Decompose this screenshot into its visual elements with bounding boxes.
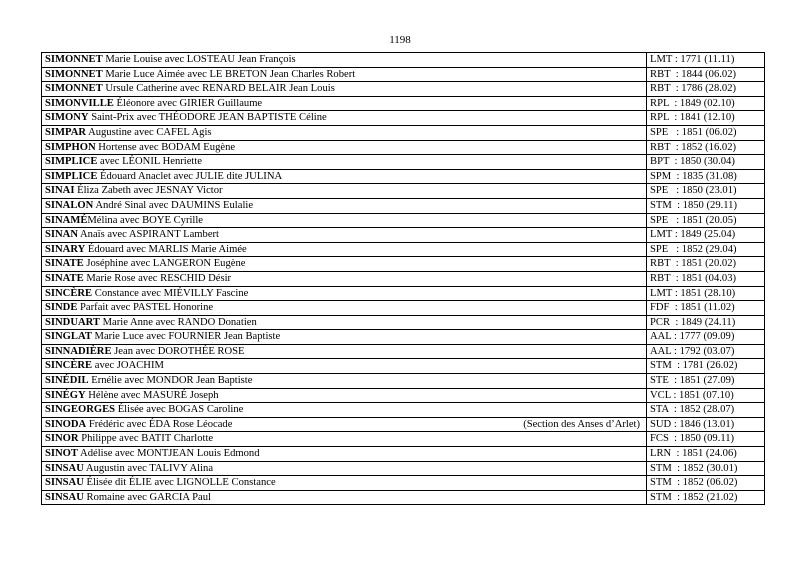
register-row: [42, 344, 765, 359]
parish-year-date: RPL : 1841 (12.10): [650, 112, 735, 124]
reference-cell: [647, 96, 765, 111]
reference-cell: [647, 125, 765, 140]
spouse-details: Édouard Anaclet avec JULIE dite JULINA: [97, 170, 283, 182]
register-row: [42, 490, 765, 505]
reference-cell: [647, 82, 765, 97]
register-row: [42, 125, 765, 140]
reference-cell: [647, 257, 765, 272]
spouse-details: Frédéric avec ÉDA Rose Léocade: [86, 418, 233, 430]
parish-year-date: LRN : 1851 (24.06): [650, 448, 737, 460]
parish-year-date: SPE : 1852 (29.04): [650, 243, 737, 255]
surname: SIMONY: [45, 112, 89, 124]
parish-year-date: AAL : 1777 (09.09): [650, 331, 735, 343]
spouse-details: avec LÉONIL Henriette: [97, 156, 202, 168]
reference-cell: [647, 301, 765, 316]
entry-cell: [42, 286, 647, 301]
surname: SINDE: [45, 302, 78, 314]
reference-cell: [647, 388, 765, 403]
surname: SINATE: [45, 272, 84, 284]
entry-cell: [42, 330, 647, 345]
register-rows: [42, 53, 765, 505]
entry-cell: [42, 111, 647, 126]
entry-cell: [42, 213, 647, 228]
spouse-details: Élisée avec BOGAS Caroline: [115, 404, 244, 416]
reference-cell: [647, 403, 765, 418]
register-row: [42, 417, 765, 432]
register-row: [42, 271, 765, 286]
spouse-details: Marie Luce avec FOURNIER Jean Baptiste: [91, 331, 281, 343]
register-row: [42, 242, 765, 257]
register-row: [42, 403, 765, 418]
parish-year-date: RBT : 1851 (20.02): [650, 258, 737, 270]
entry-cell: [42, 271, 647, 286]
surname: SIMPHON: [45, 141, 96, 153]
spouse-details: Jean avec DOROTHÉE ROSE: [111, 345, 245, 357]
reference-cell: [647, 374, 765, 389]
reference-cell: [647, 315, 765, 330]
register-row: [42, 330, 765, 345]
surname: SINCÈRE: [45, 360, 93, 372]
register-row: [42, 155, 765, 170]
surname: SIMONNET: [45, 54, 103, 65]
surname: SINGLAT: [45, 331, 92, 343]
reference-cell: [647, 140, 765, 155]
reference-cell: [647, 461, 765, 476]
entry-cell: [42, 169, 647, 184]
parish-year-date: BPT : 1850 (30.04): [650, 156, 735, 168]
section-note: (Section des Anses d’Arlet): [523, 418, 640, 430]
surname: SINAN: [45, 229, 78, 241]
register-row: [42, 53, 765, 68]
reference-cell: [647, 330, 765, 345]
surname: SINGEORGES: [45, 404, 116, 416]
entry-cell: [42, 96, 647, 111]
register-row: [42, 359, 765, 374]
reference-cell: [647, 155, 765, 170]
spouse-details: Adélise avec MONTJEAN Louis Edmond: [77, 448, 260, 460]
parish-year-date: LMT : 1851 (28.10): [650, 287, 736, 299]
register-row: [42, 140, 765, 155]
parish-year-date: FDF : 1851 (11.02): [650, 302, 735, 314]
register-row: [42, 315, 765, 330]
entry-cell: [42, 228, 647, 243]
surname: SINAI: [45, 185, 75, 197]
surname: SIMPLICE: [45, 170, 98, 182]
spouse-details: Constance avec MIÉVILLY Fascine: [92, 287, 249, 299]
register-row: [42, 213, 765, 228]
register-row: [42, 184, 765, 199]
reference-cell: [647, 111, 765, 126]
spouse-details: Hélène avec MASURÉ Joseph: [85, 389, 219, 401]
spouse-details: Anaïs avec ASPIRANT Lambert: [77, 229, 220, 241]
surname: SIMPLICE: [45, 156, 98, 168]
surname: SINARY: [45, 243, 86, 255]
parish-year-date: RBT : 1852 (16.02): [650, 141, 737, 153]
entry-cell: [42, 242, 647, 257]
reference-cell: [647, 344, 765, 359]
parish-year-date: RBT : 1786 (28.02): [650, 83, 737, 95]
entry-cell: [42, 184, 647, 199]
parish-year-date: AAL : 1792 (03.07): [650, 345, 735, 357]
register-row: [42, 286, 765, 301]
entry-cell: [42, 67, 647, 82]
reference-cell: [647, 417, 765, 432]
register-row: [42, 82, 765, 97]
spouse-details: Augustine avec CAFEL Agis: [86, 126, 212, 138]
spouse-details: Augustin avec TALIVY Alina: [83, 462, 214, 474]
spouse-details: Philippe avec BATIT Charlotte: [78, 433, 214, 445]
reference-cell: [647, 53, 765, 68]
parish-year-date: FCS : 1850 (09.11): [650, 433, 735, 445]
parish-year-date: LMT : 1771 (11.11): [650, 54, 735, 65]
register-row: [42, 374, 765, 389]
spouse-details: Marie Luce Aimée avec LE BRETON Jean Charles Robert: [102, 68, 356, 80]
parish-year-date: SPE : 1850 (23.01): [650, 185, 737, 197]
spouse-details: Ernélie avec MONDOR Jean Baptiste: [88, 375, 253, 387]
spouse-details: Hortense avec BODAM Eugène: [95, 141, 236, 153]
register-row: [42, 96, 765, 111]
register-row: [42, 198, 765, 213]
parish-year-date: SPE : 1851 (06.02): [650, 126, 737, 138]
parish-year-date: LMT : 1849 (25.04): [650, 229, 736, 241]
entry-cell: [42, 53, 647, 68]
entry-cell: [42, 388, 647, 403]
parish-year-date: RPL : 1849 (02.10): [650, 97, 735, 109]
entry-cell: [42, 417, 647, 432]
parish-year-date: PCR : 1849 (24.11): [650, 316, 736, 328]
entry-cell: [42, 432, 647, 447]
reference-cell: [647, 476, 765, 491]
surname: SINÉGY: [45, 389, 86, 401]
reference-cell: [647, 242, 765, 257]
parish-year-date: STM : 1852 (30.01): [650, 462, 738, 474]
entry-cell: [42, 198, 647, 213]
register-row: [42, 169, 765, 184]
parish-year-date: STM : 1850 (29.11): [650, 199, 738, 211]
parish-year-date: STA : 1852 (28.07): [650, 404, 735, 416]
spouse-details: Joséphine avec LANGERON Eugène: [83, 258, 246, 270]
register-row: [42, 111, 765, 126]
spouse-details: Romaine avec GARCIA Paul: [83, 491, 211, 503]
entry-cell: [42, 490, 647, 505]
surname: SINSAU: [45, 491, 84, 503]
entry-cell: [42, 461, 647, 476]
page-number: 1198: [389, 34, 411, 46]
surname: SINOT: [45, 448, 78, 460]
marriage-register-table: [41, 52, 765, 505]
entry-cell: [42, 359, 647, 374]
entry-cell: [42, 155, 647, 170]
register-row: [42, 228, 765, 243]
surname: SIMONNET: [45, 83, 103, 95]
reference-cell: [647, 447, 765, 462]
entry-cell: [42, 82, 647, 97]
register-row: [42, 257, 765, 272]
surname: SINALON: [45, 199, 94, 211]
reference-cell: [647, 228, 765, 243]
parish-year-date: STM : 1781 (26.02): [650, 360, 738, 372]
entry-cell: [42, 125, 647, 140]
register-row: [42, 461, 765, 476]
spouse-details: Ursule Catherine avec RENARD BELAIR Jean Louis: [102, 83, 335, 95]
entry-cell: [42, 301, 647, 316]
parish-year-date: RBT : 1851 (04.03): [650, 272, 737, 284]
entry-cell: [42, 140, 647, 155]
surname: SINATE: [45, 258, 84, 270]
reference-cell: [647, 271, 765, 286]
spouse-details: Élisée dit ÉLIE avec LIGNOLLE Constance: [83, 477, 276, 489]
parish-year-date: STM : 1852 (06.02): [650, 477, 738, 489]
parish-year-date: SPM : 1835 (31.08): [650, 170, 737, 182]
surname: SINSAU: [45, 462, 84, 474]
entry-cell: [42, 344, 647, 359]
reference-cell: [647, 169, 765, 184]
surname: SINNADIÈRE: [45, 345, 112, 357]
spouse-details: Mélina avec BOYE Cyrille: [87, 214, 204, 226]
spouse-details: avec JOACHIM: [92, 360, 164, 372]
entry-cell: [42, 447, 647, 462]
entry-cell: [42, 476, 647, 491]
surname: SIMPAR: [45, 126, 86, 138]
surname: SINCÈRE: [45, 287, 93, 299]
reference-cell: [647, 67, 765, 82]
reference-cell: [647, 359, 765, 374]
register-row: [42, 301, 765, 316]
register-row: [42, 447, 765, 462]
reference-cell: [647, 184, 765, 199]
surname: SINSAU: [45, 477, 84, 489]
entry-cell: [42, 315, 647, 330]
parish-year-date: RBT : 1844 (06.02): [650, 68, 737, 80]
surname: SIMONNET: [45, 68, 103, 80]
parish-year-date: STE : 1851 (27.09): [650, 375, 735, 387]
entry-cell: [42, 374, 647, 389]
surname: SINODA: [45, 418, 87, 430]
spouse-details: André Sinal avec DAUMINS Eulalie: [93, 199, 254, 211]
spouse-details: Parfait avec PASTEL Honorine: [77, 302, 214, 314]
surname: SINÉDIL: [45, 375, 89, 387]
reference-cell: [647, 213, 765, 228]
entry-cell: [42, 257, 647, 272]
register-row: [42, 67, 765, 82]
parish-year-date: STM : 1852 (21.02): [650, 491, 738, 503]
entry-cell: [42, 403, 647, 418]
spouse-details: Édouard avec MARLIS Marie Aimée: [85, 243, 247, 255]
surname: SINOR: [45, 433, 79, 445]
surname: SINDUART: [45, 316, 100, 328]
reference-cell: [647, 286, 765, 301]
spouse-details: Marie Louise avec LOSTEAU Jean François: [102, 54, 296, 65]
spouse-details: Éléonore avec GIRIER Guillaume: [113, 97, 263, 109]
parish-year-date: VCL : 1851 (07.10): [650, 389, 734, 401]
register-row: [42, 432, 765, 447]
spouse-details: Marie Rose avec RESCHID Désir: [83, 272, 232, 284]
reference-cell: [647, 490, 765, 505]
register-row: [42, 388, 765, 403]
reference-cell: [647, 432, 765, 447]
surname: SIMONVILLE: [45, 97, 114, 109]
reference-cell: [647, 198, 765, 213]
spouse-details: Éliza Zabeth avec JESNAY Victor: [74, 185, 223, 197]
parish-year-date: SPE : 1851 (20.05): [650, 214, 737, 226]
surname: SINAMÉ: [45, 214, 88, 226]
register-row: [42, 476, 765, 491]
parish-year-date: SUD : 1846 (13.01): [650, 418, 735, 430]
spouse-details: Saint-Prix avec THÉODORE JEAN BAPTISTE Céline: [88, 112, 327, 124]
spouse-details: Marie Anne avec RANDO Donatien: [99, 316, 257, 328]
